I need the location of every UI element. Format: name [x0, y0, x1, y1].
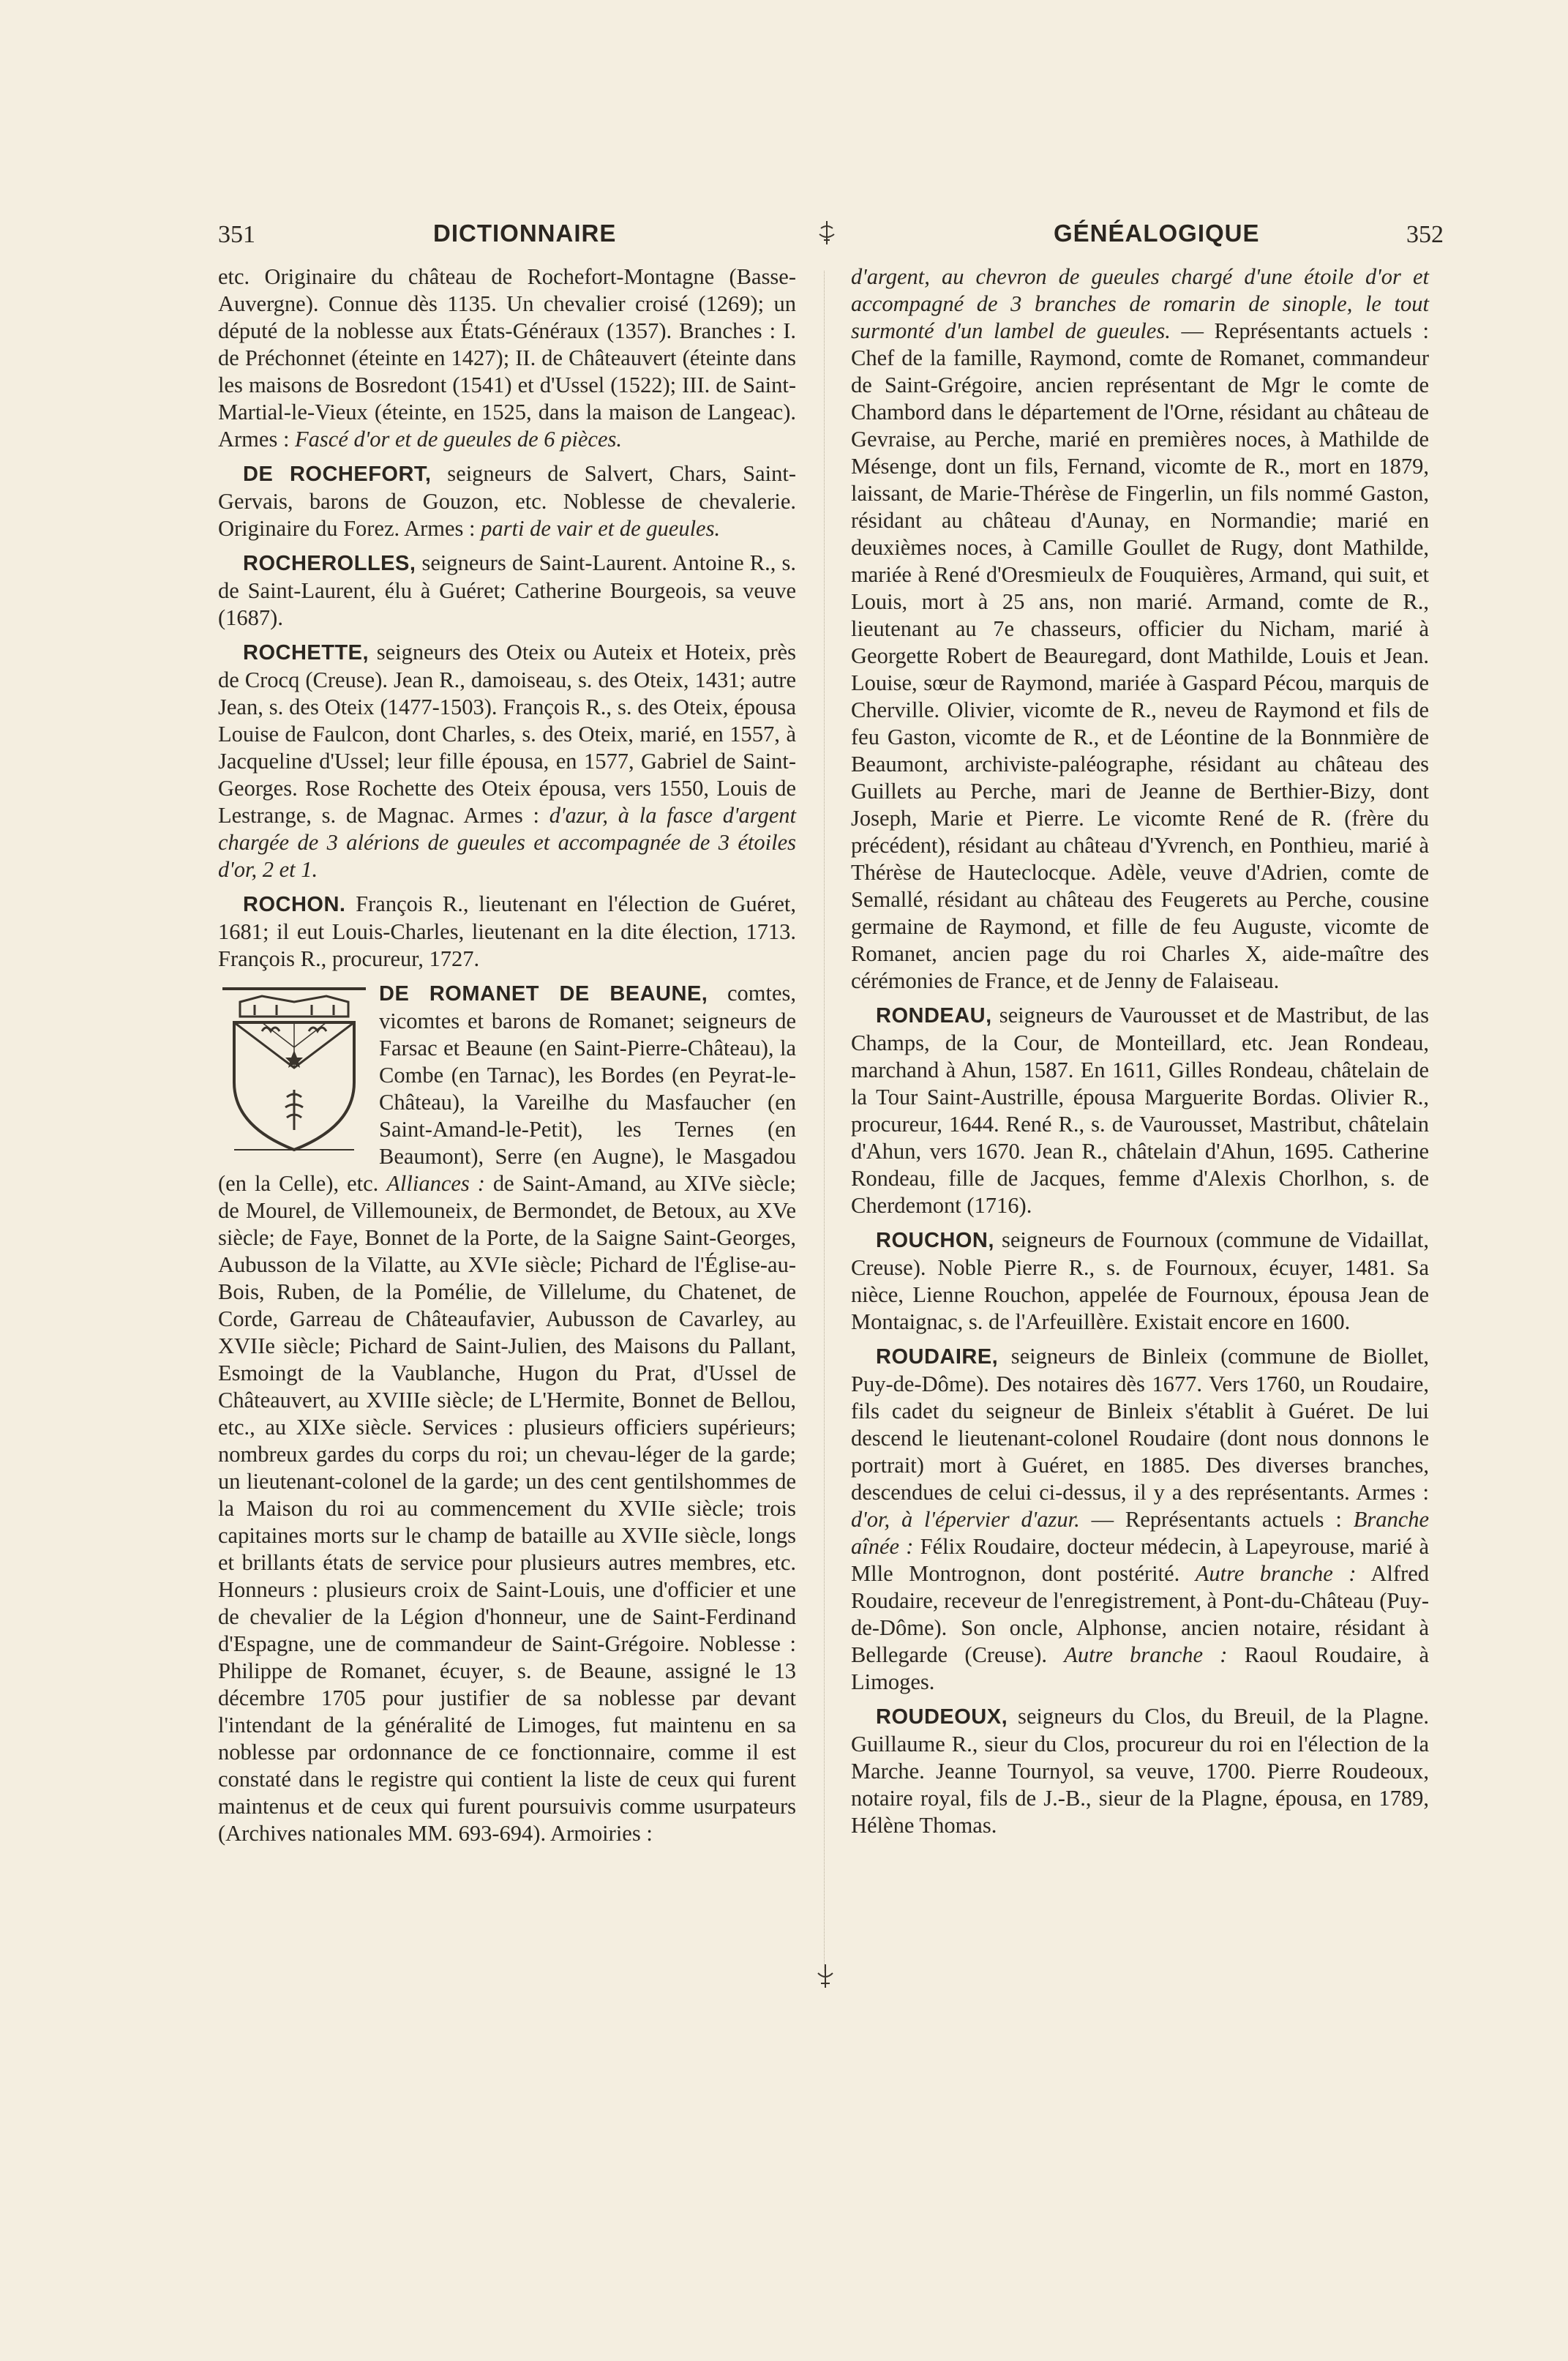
- entry-de-rochefort: [218, 460, 796, 542]
- page-number-right: 352: [1406, 221, 1444, 248]
- entry-text: comtes, vicomtes et barons de Romanet; seigneurs de Farsac et Beaune (en Saint-Pierre-Château), la Combe (en Tarnac), les Bordes (en Peyrat-le-Château), la Vareilhe du Masfaucher (en Saint-Amand-le-Petit), les Ternes (en Beaumont), Serre (en Augne), le Masgadou (en la Celle), etc.: [218, 981, 797, 1196]
- entry-text: seigneurs des Oteix ou Auteix et Hoteix, près de Crocq (Creuse). Jean R., damoiseau, s. des Oteix, 1431; autre Jean, s. des Oteix (1477-1503). François R., s. des Oteix, épousa Louise de Faulcon, dont Charles, s. des Oteix, marié, en 1557, à Jacqueline d'Ussel; leur fille épousa, en 1577, Gabriel de Saint-Georges. Rose Rochette des Oteix épousa, vers 1550, Louis de Lestrange, s. de Magnac. Armes :: [218, 640, 797, 828]
- running-header: [0, 218, 1568, 255]
- entry-roudeoux: [851, 1703, 1429, 1839]
- entry-text: etc. Originaire du château de Rochefort-Montagne (Basse-Auvergne). Connue dès 1135. Un chevalier croisé (1269); un député de la noblesse aux États-Généraux (1357). Branches : I. de Préchonnet (éteinte en 1427); II. de Châteauvert (éteinte dans les maisons de Bosredont (1541) et d'Ussel (1522); III. de Saint-Martial-le-Vieux (éteinte, en 1525, dans la maison de Langeac). Armes :: [218, 264, 796, 452]
- entry-text: seigneurs de Binleix (commune de Biollet, Puy-de-Dôme). Des notaires dès 1677. Vers 1760, un Roudaire, fils cadet du seigneur de Binleix s'établit à Guéret. De lui descend le lieutenant-colonel Roudaire (dont nous donnons le portrait) mort à Guéret, en 1885. Des diverses branches, descendues de celui ci-dessus, il y a des représentants. Armes :: [851, 1344, 1430, 1505]
- entry-text: — Représentants actuels :: [1091, 1507, 1342, 1532]
- entry-roudaire: [851, 1343, 1429, 1696]
- entry-rondeau: [851, 1002, 1429, 1219]
- branch-label: Branche aînée :: [851, 1507, 1430, 1559]
- branch-label: Autre branche :: [1195, 1561, 1357, 1586]
- entry-text: seigneurs du Clos, du Breuil, de la Plagne. Guillaume R., sieur du Clos, procureur du roi en l'élection de la Marche. Jeanne Tournyol, sa veuve, 1700. Pierre Roudeoux, notaire royal, fils de J.-B., sieur de la Plagne, épousa, en 1789, Hélène Thomas.: [851, 1704, 1429, 1838]
- entry-headword: ROCHON.: [243, 893, 346, 916]
- entry-text: — Représentants actuels : Chef de la famille, Raymond, comte de Romanet, commandeur de Saint-Grégoire, ancien représentant de Mgr le comte de Chambord dans le département de l'Orne, résidant au château de Gevraise, au Perche, marié en premières noces, à Mathilde de Mésenge, dont un fils, Fernand, vicomte de R., mort en 1879, laissant, de Marie-Thérèse de Fingerlin, un fils nommé Gaston, résidant au château d'Aunay, en Normandie; marié en deuxièmes noces, à Camille Goullet de Rugy, dont Mathilde, mariée à René d'Oresmieulx de Fouquières, Armand, qui suit, et Louis, mort à 25 ans, non marié. Armand, comte de R., lieutenant au 7e chasseurs, officier du Nicham, marié à Georgette Robert de Beauregard, dont Mathilde, Louis et Jean. Louise, sœur de Raymond, mariée à Gaspard Pécou, marquis de Cherville. Olivier, vicomte de R., neveu de Raymond et fils de feu Gaston, vicomte de R., et de Léontine de la Bonnmière de Beaumont, archiviste-paléographe, résidant au château des Guillets au Perche, mari de Jeanne de Berthier-Bizy, dont Joseph, Marie et Pierre. Le vicomte René de R. (frère du précédent), résidant au château d'Yvrench, en Ponthieu, marié à Thérèse de Hauteclocque. Adèle, veuve d'Adrien, comte de Semallé, résidant au château des Feugerets au Perche, cousine germaine de Raymond, et fille de feu Auguste, vicomte de Romanet, ancien page du roi Charles X, aide-maître des cérémonies de France, et de Jenny de Falaiseau.: [851, 318, 1429, 993]
- header-title-right: GÉNÉALOGIQUE: [1054, 220, 1260, 247]
- entry-text: seigneurs de Vaurousset et de Mastribut, de las Champs, de la Cour, de Monteillard, etc. Jean Rondeau, marchand à Ahun, 1587. En 1611, Gilles Rondeau, châtelain de la Tour Saint-Austrille, épousa Marguerite Bordas. Olivier R., procureur, 1644. René R., s. de Vaurousset, Mastribut, châtelain d'Ahun, vers 1670. Jean R., châtelain d'Ahun, 1695. Catherine Rondeau, fille de Jacques, femme d'Alexis Chorlhon, s. de Cherdemont (1716).: [851, 1003, 1429, 1218]
- arms-blazon: d'or, à l'épervier d'azur.: [851, 1507, 1080, 1532]
- entry-text: François R., lieutenant en l'élection de Guéret, 1681; il eut Louis-Charles, lieutenant en la dite élection, 1713. François R., procureur, 1727.: [218, 891, 797, 971]
- page-number-left: 351: [218, 221, 255, 248]
- entry-de-romanet-de-beaune: [218, 980, 796, 1847]
- entry-rouchon: [851, 1227, 1429, 1336]
- entry-text: seigneurs de Fournoux (commune de Vidaillat, Creuse). Noble Pierre R., s. de Fournoux, écuyer, 1481. Sa nièce, Lienne Rouchon, appelée de Fournoux, épousa Jean de Montaignac, s. de l'Arfeuillère. Existait encore en 1600.: [851, 1227, 1430, 1334]
- entry-text: seigneurs de Salvert, Chars, Saint-Gervais, barons de Gouzon, etc. Noblesse de chevalerie. Originaire du Forez. Armes :: [218, 461, 797, 541]
- entry-rochon: [218, 891, 796, 973]
- arms-blazon: d'argent, au chevron de gueules chargé d'une étoile d'or et accompagné de 3 branches de romarin de sinople, le tout surmonté d'un lambel de gueules.: [851, 264, 1429, 343]
- entry-text: Raoul Roudaire, à Limoges.: [851, 1642, 1430, 1694]
- entry-headword: ROUCHON,: [876, 1229, 994, 1252]
- coat-of-arms-icon: [218, 980, 370, 1156]
- fleuron-ornament-icon: [811, 1961, 840, 1991]
- entry-continuation: [851, 263, 1429, 995]
- entry-text: de Saint-Amand, au XIVe siècle; de Mourel, de Villemouneix, de Bermondet, de Betoux, au XVe siècle; de Faye, Bonnet de la Porte, de la Saigne Saint-Georges, Aubusson de la Vilatte, au XVIe siècle; Pichard de l'Église-au-Bois, Ruben, de la Pomélie, de Villelume, du Chatenet, de Corde, Garreau de Châteaufavier, Aubusson de Cavarley, au XVIIe siècle; Pichard de Saint-Julien, des Maisons du Pallant, Esmoingt de la Vaublanche, Hugon du Prat, d'Ussel de Châteauvert, au XVIIIe siècle; de L'Hermite, Bonnet de Bellou, etc., au XIXe siècle. Services : plusieurs officiers supérieurs; nombreux gardes du corps du roi; un chevau-léger de la garde; un lieutenant-colonel de la garde; un des cent gentilshommes de la Maison du roi au commencement du XVIIe siècle; trois capitaines morts sur le champ de bataille au XVIIe siècle, longs et brillants états de service pour plusieurs autres membres, etc. Honneurs : plusieurs croix de Saint-Louis, une d'officier et une de chevalier de la Légion d'honneur, une de Saint-Ferdinand d'Espagne, une de commandeur de Saint-Grégoire. Noblesse : Philippe de Romanet, écuyer, s. de Beaune, assigné le 13 décembre 1705 pour justifier de sa noblesse par devant l'intendant de la généralité de Limoges, fut maintenu en sa noblesse par ordonnance de ce fonctionnaire, comme il est constaté dans le registre qui contient la liste de ceux qui furent maintenus et de ceux qui furent poursuivis comme usurpateurs (Archives nationales MM. 693-694). Armoiries :: [218, 1171, 797, 1846]
- right-column: [851, 263, 1429, 1846]
- entry-text: Félix Roudaire, docteur médecin, à Lapeyrouse, marié à Mlle Montrognon, dont postérité.: [851, 1534, 1429, 1586]
- left-column: [218, 263, 796, 1855]
- entry-headword: RONDEAU,: [876, 1004, 992, 1028]
- arms-blazon: Fascé d'or et de gueules de 6 pièces.: [295, 427, 622, 452]
- section-label: Alliances :: [386, 1171, 485, 1196]
- arms-blazon: d'azur, à la fasce d'argent chargée de 3 alérions de gueules et accompagnée de 3 étoiles d'or, 2 et 1.: [218, 803, 797, 882]
- fleuron-ornament-icon: [812, 218, 841, 247]
- entry-headword: ROCHEROLLES,: [243, 552, 416, 575]
- column-divider: [824, 271, 825, 1972]
- entry-headword: ROUDAIRE,: [876, 1345, 999, 1369]
- entry-text: Alfred Roudaire, receveur de l'enregistrement, à Pont-du-Château (Puy-de-Dôme). Son oncle, Alphonse, ancien notaire, résidant à Bellegarde (Creuse).: [851, 1561, 1429, 1667]
- arms-blazon: parti de vair et de gueules.: [481, 516, 721, 541]
- entry-text: seigneurs de Saint-Laurent. Antoine R., s. de Saint-Laurent, élu à Guéret; Catherine Bourgeois, sa veuve (1687).: [218, 550, 796, 630]
- entry-rochette: [218, 639, 796, 883]
- entry-headword: ROCHETTE,: [243, 641, 370, 665]
- entry-headword: ROUDEOUX,: [876, 1705, 1008, 1729]
- entry-headword: DE ROMANET DE BEAUNE,: [379, 982, 708, 1006]
- header-title-left: DICTIONNAIRE: [433, 220, 617, 247]
- entry-rocherolles: [218, 550, 796, 632]
- entry-continuation: [218, 263, 796, 453]
- branch-label: Autre branche :: [1064, 1642, 1228, 1667]
- entry-headword: DE ROCHEFORT,: [243, 463, 432, 486]
